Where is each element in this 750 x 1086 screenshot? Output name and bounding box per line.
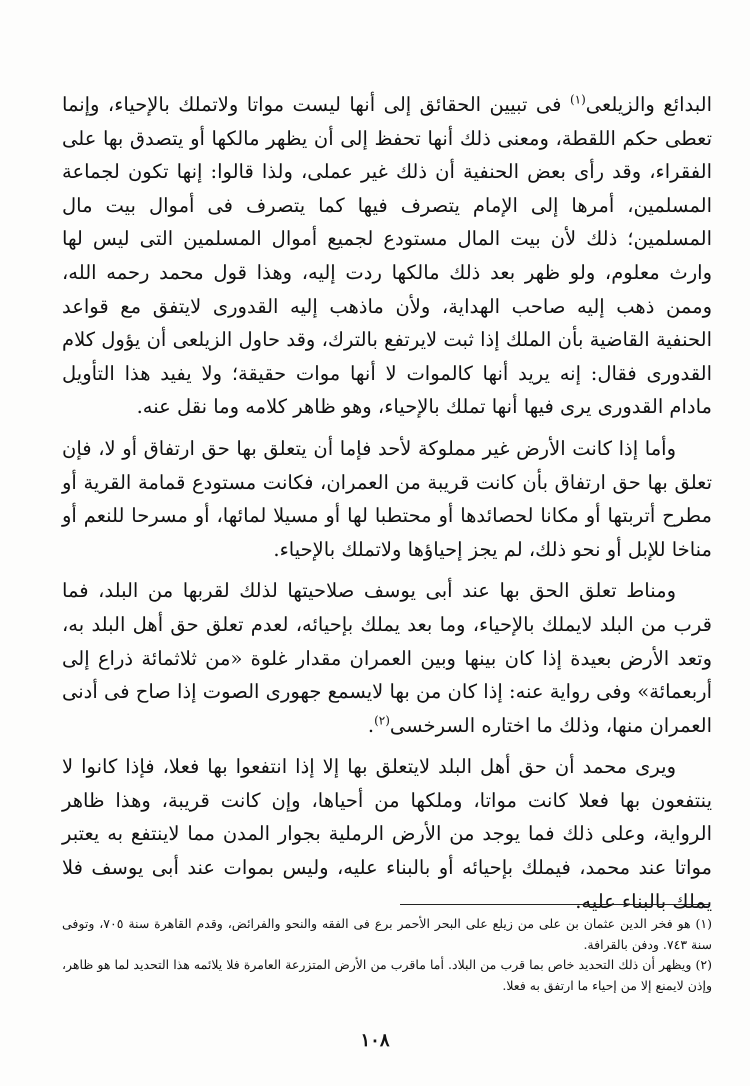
paragraph-2: وأما إذا كانت الأرض غير مملوكة لأحد فإما أن يتعلق بها حق ارتفاق أو لا، فإن تعلق بها حق ارتفاق بأن كانت قريبة من العمران، فكانت مستودع قمامة القرية أو مطرح أتربتها أو مكانا لحصائدها أو محتطبا لها أو مسيلا لمائها، أو مسرحا للنعم أو مناخا للإبل أو نحو ذلك، لم يجز إحياؤها ولاتملك بالإحياء. xyxy=(62,436,712,561)
paragraph-3 xyxy=(62,574,712,742)
paragraph-1-start: البدائع والزيلعى xyxy=(585,93,712,116)
footnote-divider xyxy=(400,904,710,905)
footnote-ref-1: (١) xyxy=(569,92,586,107)
paragraph-1 xyxy=(62,88,712,424)
paragraph-3-end: . xyxy=(367,713,375,737)
paragraph-1-rest: فى تبيين الحقائق إلى أنها ليست مواتا ولاتملك بالإحياء، وإنما تعطى حكم اللقطة، ومعنى ذلك أنها تحفظ إلى أن يظهر مالكها أو يتصدق بها على الفقراء، وقد رأى بعض الحنفية أن ذلك غير عملى، ولذا قالوا: إنها تكون لجماعة المسلمين، أمرها إلى الإمام يتصرف فيها كما يتصرف فى أموال بيت مال المسلمين؛ ذلك لأن بيت المال مستودع لجميع أموال المسلمين التى ليس لها وارث معلوم، ولو ظهر بعد ذلك مالكها ردت إليه، وهذا قول محمد رحمه الله، وممن ذهب إليه صاحب الهداية، ولأن ماذهب إليه القدورى لايتفق مع قواعد الحنفية القاضية بأن الملك إذا ثبت لايرتفع بالترك، وقد حاول الزيلعى أن يؤول كلام القدورى فقال: إنه يريد أنها كالموات لا أنها موات حقيقة؛ ولا يفيد هذا التأويل مادام القدورى يرى فيها أنها تملك بالإحياء، وهو ظاهر كلامه وما نقل عنه. xyxy=(62,93,712,419)
footnote-ref-2: (٢) xyxy=(374,713,390,728)
footnote-1: (١) هو فخر الدين عثمان بن على من زيلع على البحر الأحمر برع فى الفقه والنحو والفرائض، وقدم القاهرة سنة ٧٠٥، وتوفى سنة ٧٤٣. ودفن بالقرافة. xyxy=(62,916,713,952)
footnote-2: (٢) ويظهر أن ذلك التحديد خاص بما قرب من البلاد. أما ماقرب من الأرض المتزرعة العامرة فلا يلائمه هذا التحديد لما هو ظاهر، وإذن لايمنع إلا من إحياء ما ارتفق به فعلا. xyxy=(62,957,712,993)
page-number: ١٠٨ xyxy=(360,1030,390,1051)
footnotes xyxy=(62,914,712,996)
main-text xyxy=(62,88,712,918)
paragraph-3-text: ومناط تعلق الحق بها عند أبى يوسف صلاحيتها لذلك لقربها من البلد، فما قرب من البلد لايملك بالإحياء، وما بعد يملك بإحيائه، لعدم تعلق حق أهل البلد به، وتعد الأرض بعيدة إذا كان بينها وبين العمران مقدار غلوة «من ثلاثمائة ذراع إلى أربعمائة» وفى رواية عنه: إذا كان من بها لايسمع جهورى الصوت إذا صاح فى أدنى العمران منها، وذلك ما اختاره السرخسى xyxy=(62,579,712,737)
paragraph-4: ويرى محمد أن حق أهل البلد لايتعلق بها إلا إذا انتفعوا بها فعلا، فإذا كانوا لا ينتفعون بها فعلا كانت مواتا، وملكها من أحياها، وإن كانت قريبة، وهذا ظاهر الرواية، وعلى ذلك فما يوجد من الأرض الرملية بجوار المدن مما لاينتفع به يعتبر مواتا عند محمد، فيملك بإحيائه أو بالبناء عليه، وليس بموات عند أبى يوسف فلا يملك بالبناء عليه. xyxy=(62,755,712,913)
